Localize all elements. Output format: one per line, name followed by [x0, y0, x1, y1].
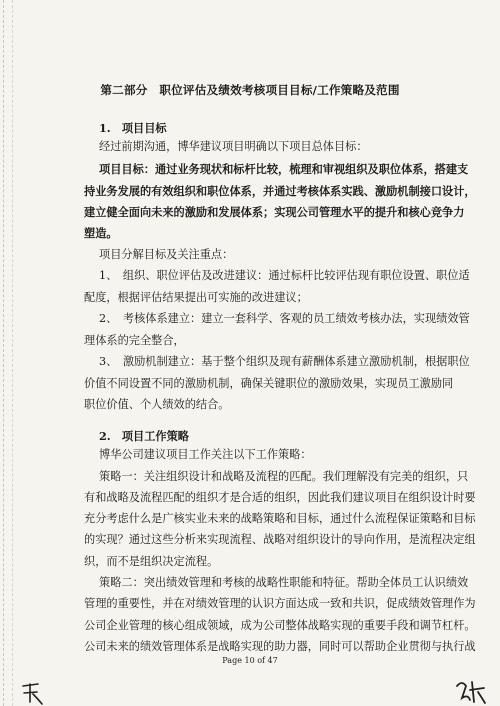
paragraph-line: 经过前期沟通，博华建议项目明确以下项目总体目标： — [99, 140, 368, 153]
list-item-line: 价值不同设置不同的激励机制，确保关键职位的激励效果，实现员工激励同 — [84, 377, 454, 390]
section-heading-strategy: 2. 项目工作策略 — [99, 429, 189, 443]
paragraph-line: 的实现？通过这些分析来实现流程、战略对组织设计的导向作用，是流程决定组 — [84, 533, 476, 546]
paragraph-line: 项目分解目标及关注重点： — [99, 248, 234, 261]
page-title: 第二部分 职位评估及绩效考核项目目标/工作策略及范围 — [100, 83, 400, 97]
paragraph-line: 策略一：关注组织设计和战略及流程的匹配。我们理解没有完美的组织，只 — [99, 470, 469, 483]
handwritten-initial-right — [454, 678, 488, 706]
handwritten-initial-left — [20, 680, 50, 706]
section-heading-goals: 1. 项目目标 — [99, 121, 167, 135]
list-item-line: 2、 考核体系建立：建立一套科学、客观的员工绩效考核办法，实现绩效管 — [99, 312, 470, 325]
list-item-line: 3、 激励机制建立：基于整个组织及现有薪酬体系建立激励机制，根据职位 — [99, 355, 470, 368]
binding-holes — [3, 0, 13, 706]
paragraph-line: 策略二：突出绩效管理和考核的战略性职能和特征。帮助全体员工认识绩效 — [99, 576, 469, 589]
list-item-line: 职位价值、个人绩效的结合。 — [84, 398, 230, 411]
paragraph-line: 管理的重要性，并在对绩效管理的认识方面达成一致和共识，促成绩效管理作为 — [84, 597, 476, 610]
paragraph-line: 公司未来的绩效管理体系是战略实现的助力器，同时可以帮助企业贯彻与执行战 — [84, 640, 476, 653]
paragraph-line: 充分考虑什么是广核实业未来的战略策略和目标，通过什么流程保证策略和目标 — [84, 512, 476, 525]
paragraph-line: 有和战略及流程匹配的组织才是合适的组织，因此我们建议项目在组织设计时要 — [84, 491, 476, 504]
paragraph-line: 博华公司建议项目工作关注以下工作策略： — [99, 448, 312, 461]
paragraph-line: 建立健全面向未来的激励和发展体系；实现公司管理水平的提升和核心竞争力 — [84, 205, 465, 219]
list-item-line: 配度，根据评估结果提出可实施的改进建议； — [84, 291, 308, 304]
paragraph-line: 持业务发展的有效组织和职位体系，并通过考核体系实践、激励机制接口设计， — [84, 184, 476, 198]
paragraph-line: 塑造。 — [84, 226, 118, 240]
paragraph-line: 织，而不是组织决定流程。 — [84, 555, 219, 568]
list-item-line: 1、 组织、职位评估及改进建议：通过标杆比较评估现有职位设置、职位适 — [99, 269, 470, 282]
paragraph-line: 公司企业管理的核心组成领域，成为公司整体战略实现的重要手段和调节杠杆。 — [84, 619, 476, 632]
paragraph-line: 项目目标：通过业务现状和标杆比较，梳理和审视组织及职位体系，搭建支 — [99, 162, 469, 176]
list-item-line: 理体系的完全整合， — [84, 334, 185, 347]
page-number: Page 10 of 47 — [222, 656, 278, 665]
